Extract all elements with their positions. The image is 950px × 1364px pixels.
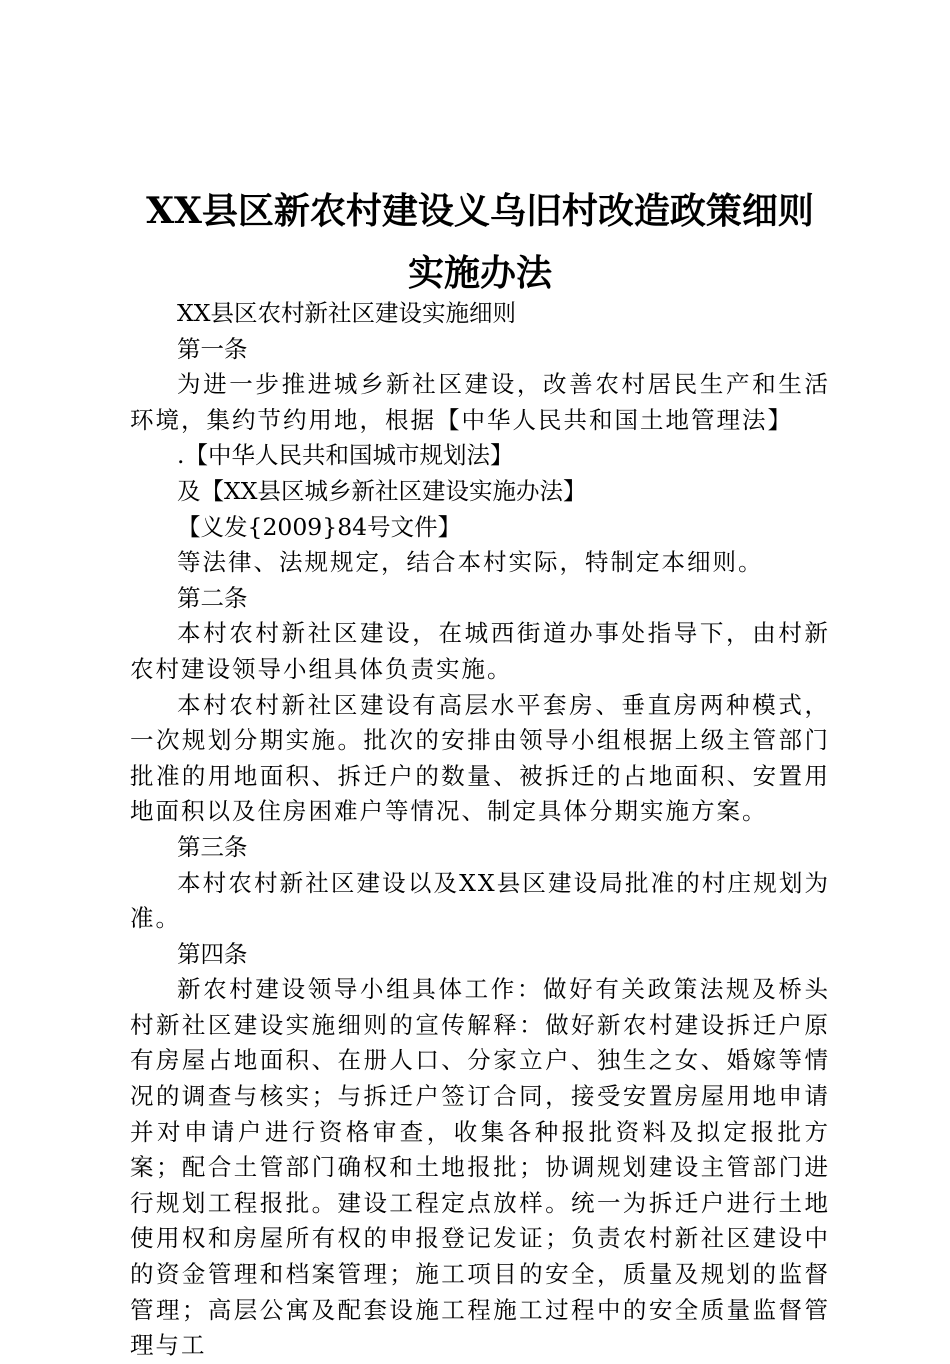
article-heading-3: 第三条 [177, 832, 248, 861]
paragraph: 等法律、法规规定，结合本村实际，特制定本细则。 [177, 548, 764, 577]
paragraph: 为进一步推进城乡新社区建设，改善农村居民生产和生活环境，集约节约用地，根据【中华人民共和国土地管理法】 [130, 370, 830, 434]
paragraph: 及【XX县区城乡新社区建设实施办法】 [177, 476, 587, 505]
article-heading-2: 第二条 [177, 583, 248, 612]
article-heading-1: 第一条 [177, 334, 248, 363]
paragraph: .【中华人民共和国城市规划法】 [177, 441, 514, 470]
paragraph: 本村农村新社区建设以及XX县区建设局批准的村庄规划为准。 [130, 868, 830, 933]
document-title: XX县区新农村建设义乌旧村改造政策细则实施办法 [146, 190, 814, 294]
paragraph-subtitle: XX县区农村新社区建设实施细则 [177, 299, 516, 327]
paragraph: 【义发{2009}84号文件】 [177, 512, 462, 541]
paragraph: 新农村建设领导小组具体工作：做好有关政策法规及桥头村新社区建设实施细则的宣传解释：做好新农村建设拆迁户原有房屋占地面积、在册人口、分家立户、独生之女、婚嫁等情况的调查与核实；与拆迁户签订合同，接受安置房屋用地申请并对申请户进行资格审查，收集各种报批资料及拟定报批方案；配合土管部门确权和土地报批；协调规划建设主管部门进行规划工程报批。建设工程定点放样。统一为拆迁户进行土地使用权和房屋所有权的申报登记发证；负责农村新社区建设中的资金管理和档案管理；施工项目的安全，质量及规划的监督管理；高层公寓及配套设施工程施工过程中的安全质量监督管理与工 [130, 975, 830, 1360]
article-heading-4: 第四条 [177, 939, 248, 968]
paragraph: 本村农村新社区建设有高层水平套房、垂直房两种模式，一次规划分期实施。批次的安排由领导小组根据上级主管部门批准的用地面积、拆迁户的数量、被拆迁的占地面积、安置用地面积以及住房困难户等情况、制定具体分期实施方案。 [130, 690, 830, 826]
paragraph: 本村农村新社区建设，在城西街道办事处指导下，由村新农村建设领导小组具体负责实施。 [130, 619, 830, 683]
document-body [130, 296, 830, 1364]
